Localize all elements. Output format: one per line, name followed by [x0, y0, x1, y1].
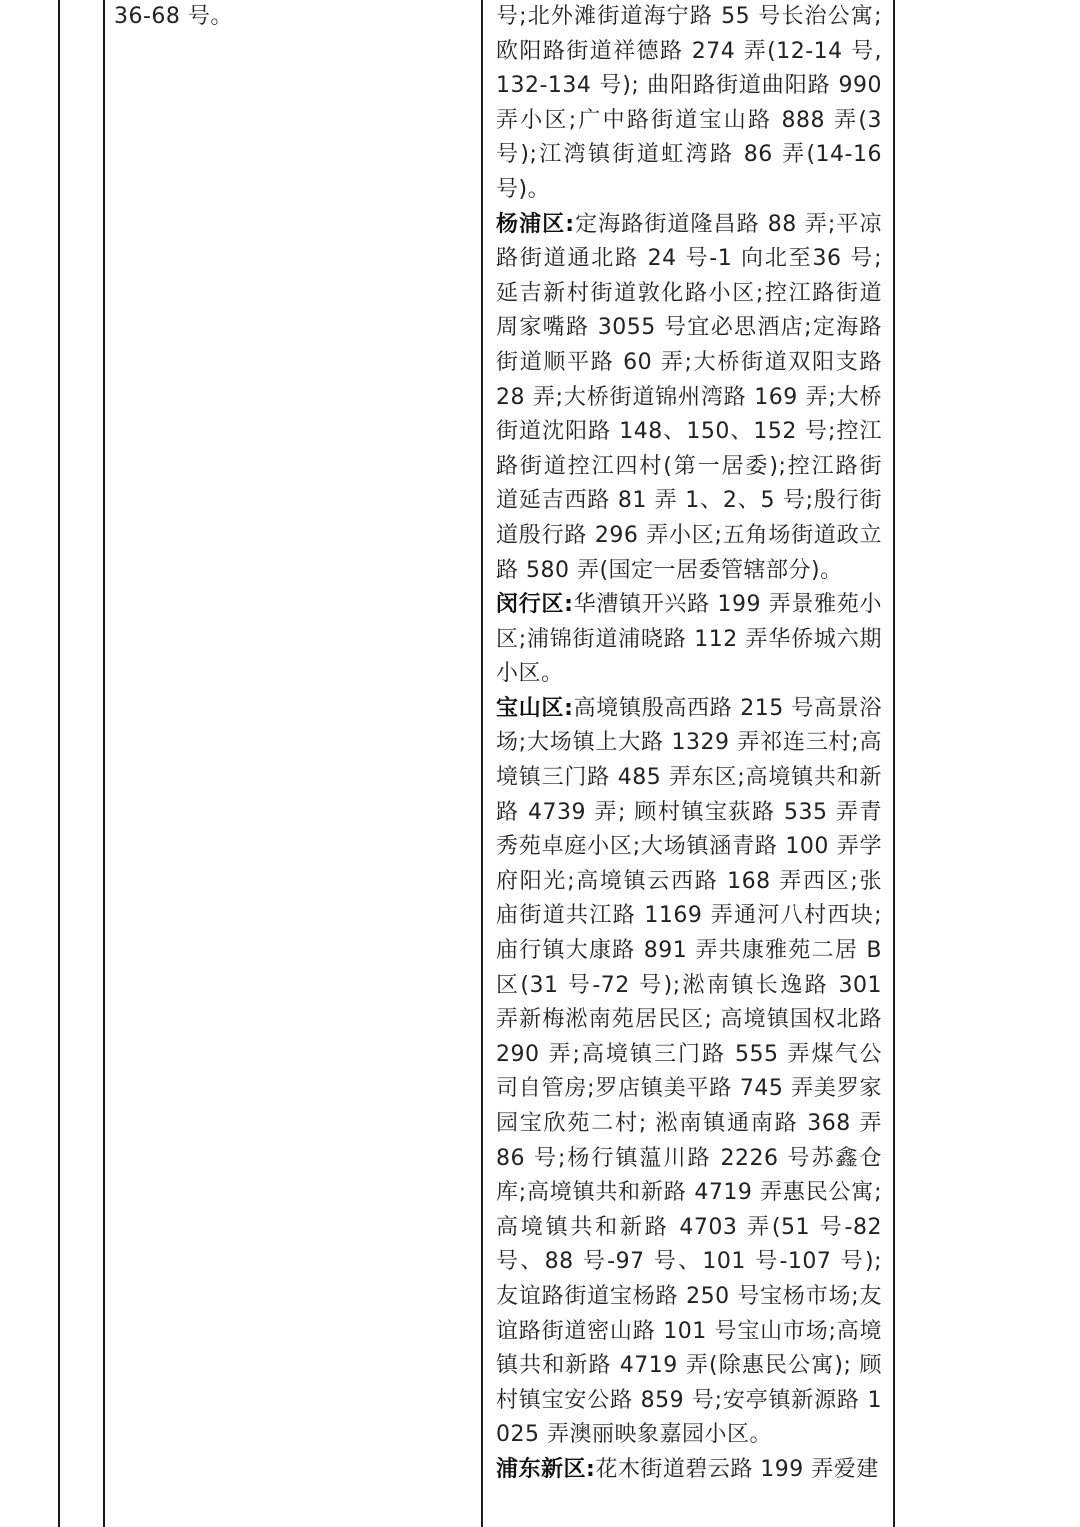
address-entry [496, 692, 882, 1453]
address-entry [496, 588, 882, 692]
district-label: 闵行区: [496, 592, 574, 618]
table-border-column-divider-2 [481, 0, 483, 1527]
table-cell-left [114, 0, 474, 34]
table-border-column-divider-1 [103, 0, 105, 1527]
district-label: 浦东新区: [496, 1456, 596, 1482]
address-list: 花木街道碧云路 199 弄爱建 [595, 1456, 879, 1482]
table-cell-right [496, 0, 882, 1488]
district-label: 宝山区: [496, 695, 574, 721]
address-list: 华漕镇开兴路 199 弄景雅苑小区;浦锦街道浦晓路 112 弄华侨城六期小区。 [496, 592, 882, 687]
address-list: 号;北外滩街道海宁路 55 号长治公寓;欧阳路街道祥德路 274 弄(12-14 号,132-134 号); 曲阳路街道曲阳路 990 弄小区;广中路街道宝山路 888 弄(3 号);江湾镇街道虹湾路 86 弄(14-16 号)。 [496, 4, 882, 202]
address-entry [496, 208, 882, 589]
address-entry [496, 0, 882, 208]
table-border-outer-right [893, 0, 895, 1527]
table-border-outer-left [58, 0, 60, 1527]
district-label: 杨浦区: [496, 211, 575, 237]
address-list: 定海路街道隆昌路 88 弄;平凉路街道通北路 24 号-1 向北至36 号;延吉新村街道敦化路小区;控江路街道周家嘴路 3055 号宜必思酒店;定海路街道顺平路 60 弄;大桥街道双阳支路 28 弄;大桥街道锦州湾路 169 弄;大桥街道沈阳路 148、150、152 号;控江路街道控江四村(第一居委);控江路街道延吉西路 81 弄 1、2、5 号;殷行街道殷行路 296 弄小区;五角场街道政立路 580 弄(国定一居委管辖部分)。 [496, 211, 882, 583]
left-cell-text: 36-68 号。 [114, 4, 233, 29]
address-list: 高境镇殷高西路 215 号高景浴场;大场镇上大路 1329 弄祁连三村;高境镇三门路 485 弄东区;高境镇共和新路 4739 弄; 顾村镇宝荻路 535 弄青秀苑卓庭小区;大场镇涵青路 100 弄学府阳光;高境镇云西路 168 弄西区;张庙街道共江路 1169 弄通河八村西块; 庙行镇大康路 891 弄共康雅苑二居 B 区(31 号-72 号);淞南镇长逸路 301 弄新梅淞南苑居民区; 高境镇国权北路 290 弄;高境镇三门路 555 弄煤气公司自管房;罗店镇美平路 745 弄美罗家园宝欣苑二村; 淞南镇通南路 368 弄 86 号;杨行镇蕰川路 2226 号苏鑫仓库;高境镇共和新路 4719 弄惠民公寓; 高境镇共和新路 4703 弄(51 号-82 号、88 号-97 号、101 号-107 号);友谊路街道宝杨路 250 号宝杨市场;友谊路街道密山路 101 号宝山市场;高境镇共和新路 4719 弄(除惠民公寓); 顾村镇宝安公路 859 号;安亭镇新源路 1025 弄澳丽映象嘉园小区。 [496, 695, 882, 1448]
address-entry [496, 1453, 882, 1488]
